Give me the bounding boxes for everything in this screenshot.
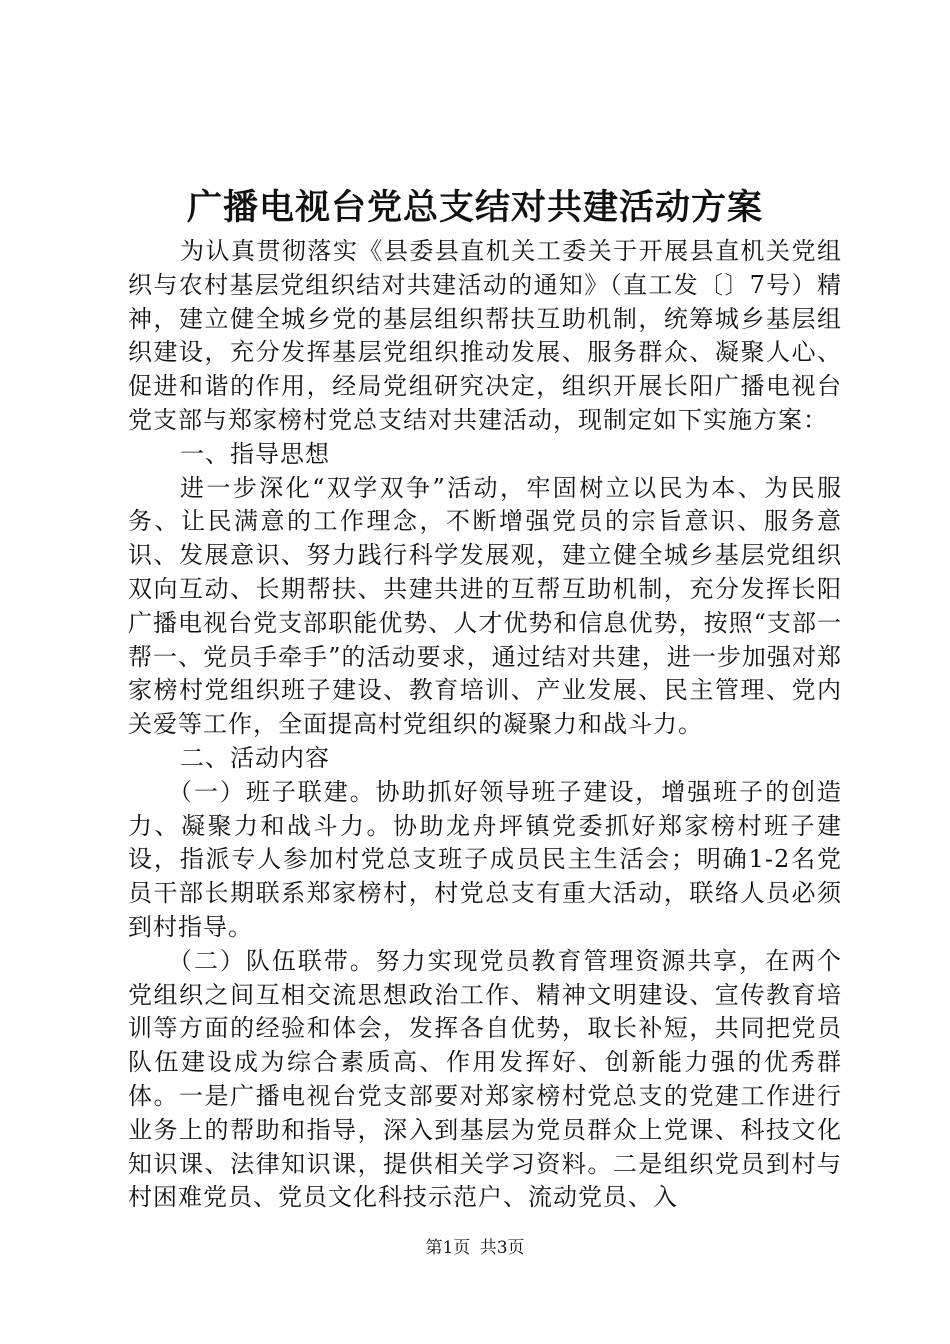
item-team-linkage: （二）队伍联带。努力实现党员教育管理资源共享，在两个党组织之间互相交流思想政治工作、精神文明建设、宣传教育培训等方面的经验和体会，发挥各自优势，取长补短，共同把党员队伍建设成为综合素质高、作用发挥好、创新能力强的优秀群体。一是广播电视台党支部要对郑家榜村党总支的党建工作进行业务上的帮助和指导，深入到基层为党员群众上党课、科技文化知识课、法律知识课，提供相关学习资料。二是组织党员到村与村困难党员、党员文化科技示范户、流动党员、入 [128, 946, 842, 1212]
section-heading-activity-content: 二、活动内容 [180, 743, 330, 772]
page-footer [0, 1236, 950, 1260]
item-team-joint-building: （一）班子联建。协助抓好领导班子建设，增强班子的创造力、凝聚力和战斗力。协助龙舟坪镇党委抓好郑家榜村班子建设，指派专人参加村党总支班子成员民主生活会；明确1-2名党员干部长期联系郑家榜村，村党总支有重大活动，联络人员必须到村指导。 [128, 777, 842, 941]
document-title: 广播电视台党总支结对共建活动方案 [186, 187, 763, 228]
page-number: 第1页 [425, 1238, 471, 1258]
guiding-ideology-paragraph: 进一步深化“双学双争”活动，牢固树立以民为本、为民服务、让民满意的工作理念，不断增强党员的宗旨意识、服务意识、发展意识、努力践行科学发展观，建立健全城乡基层党组织双向互动、长期帮扶、共建共进的互帮互助机制，充分发挥长阳广播电视台党支部职能优势、人才优势和信息优势，按照“支部一帮一、党员手牵手”的活动要求，通过结对共建，进一步加强对郑家榜村党组织班子建设、教育培训、产业发展、民主管理、党内关爱等工作，全面提高村党组织的凝聚力和战斗力。 [128, 473, 842, 739]
section-heading-guiding-ideology: 一、指导思想 [180, 439, 330, 468]
intro-paragraph: 为认真贯彻落实《县委县直机关工委关于开展县直机关党组织与农村基层党组织结对共建活动的通知》（直工发〔〕7号）精神，建立健全城乡党的基层组织帮扶互助机制，统筹城乡基层组织建设，充分发挥基层党组织推动发展、服务群众、凝聚人心、促进和谐的作用，经局党组研究决定，组织开展长阳广播电视台党支部与郑家榜村党总支结对共建活动，现制定如下实施方案： [128, 237, 842, 434]
page-total: 共3页 [479, 1238, 525, 1258]
document-body [128, 235, 842, 1215]
